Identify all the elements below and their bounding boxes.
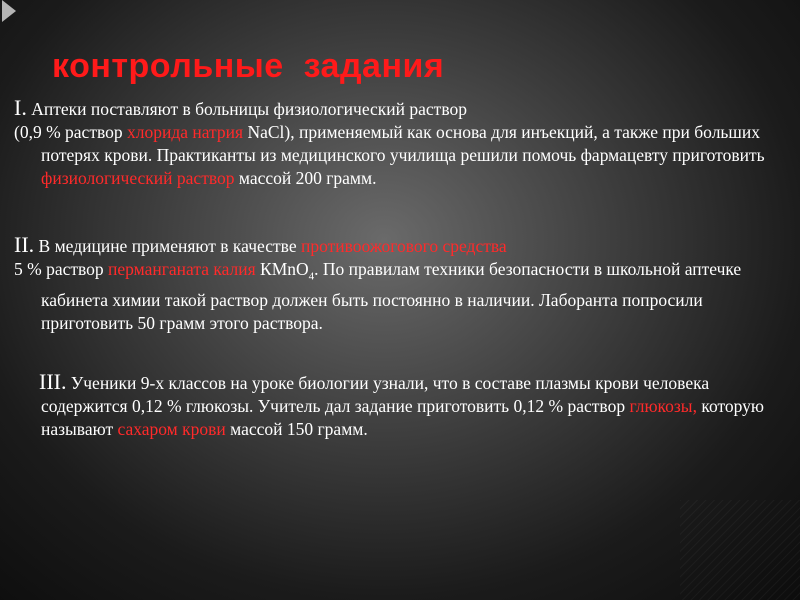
task-3-numeral: III. — [39, 369, 67, 394]
task-2-formula-subscript: 4 — [308, 270, 315, 283]
task-2-body — [14, 258, 780, 335]
task-2-text-post: . По правилам техники безопасности в школьной аптечке кабинета химии такой раствор должен быть постоянно в наличии. Лаборанта попросили приготовить 50 грамм этого раствора. — [41, 259, 742, 333]
task-2-term-permanganate: перманганата калия — [108, 259, 256, 279]
task-3-text-mid: которую называют — [41, 396, 764, 439]
task-2 — [14, 233, 780, 335]
task-3-body — [20, 370, 780, 441]
task-3-term-glucose: глюкозы, — [629, 396, 697, 416]
task-1 — [14, 96, 780, 190]
triangle-right-icon — [2, 0, 16, 22]
task-2-heading — [14, 233, 780, 258]
task-1-text-mid: NaCl), применяемый как основа для инъекций, а также при больших потерях крови. Практиканты из медицинского училища решили помочь фармацевту приготовить — [41, 122, 765, 165]
task-2-formula: КMnO — [255, 259, 309, 279]
corner-texture — [680, 500, 800, 600]
task-1-term-saline: физиологический раствор — [41, 168, 235, 188]
task-2-numeral: II. — [14, 232, 35, 257]
task-3-text-post: массой 150 грамм. — [225, 419, 368, 439]
task-3-text-pre: Ученики 9-х классов на уроке биологии узнали, что в составе плазмы крови человека содержится 0,12 % глюкозы. Учитель дал задание приготовить 0,12 % раствор — [41, 373, 710, 416]
task-3-term-blood-sugar: сахаром крови — [117, 419, 226, 439]
task-1-text-pre: (0,9 % раствор — [14, 122, 127, 142]
task-1-numeral: I. — [14, 95, 27, 120]
task-1-first-line: Аптеки поставляют в больницы физиологический раствор — [26, 99, 467, 119]
task-1-body — [14, 121, 780, 190]
task-2-term-antiburn: противоожогового средства — [300, 236, 507, 256]
task-3 — [20, 370, 780, 441]
task-2-first-line: В медицине применяют в качестве — [34, 236, 301, 256]
slide-title: контрольные задания — [52, 47, 445, 85]
task-1-term-sodium-chloride: хлорида натрия — [126, 122, 244, 142]
task-1-heading — [14, 96, 780, 121]
task-1-text-post: массой 200 грамм. — [234, 168, 377, 188]
task-2-text-pre: 5 % раствор — [14, 259, 109, 279]
